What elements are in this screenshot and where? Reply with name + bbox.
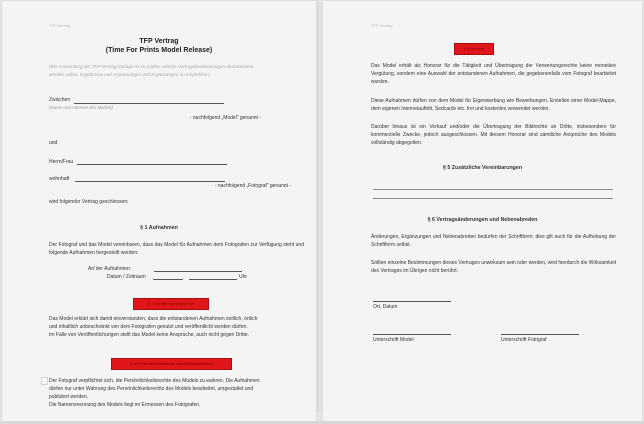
section-3-text (49, 377, 260, 409)
wohnhaft-label: wohnhaft (49, 176, 70, 182)
page-header: TFP Vertrag (371, 23, 393, 28)
document-title (2, 37, 316, 55)
photographer-signature-line[interactable] (501, 334, 579, 335)
model-name-field[interactable] (74, 103, 224, 104)
section-4-paragraph-3: Darüber hinaus ist ein Verkauf und/oder die Übertragung der Bildrechte an Dritte, insbesondere für kommerzielle Zwecke, jedoch ausgeschlossen. Mit diesem Honorar sind sämtliche Ansprüche des Models vollständig abgegolten. (371, 124, 616, 147)
title-line-1: TFP Vertrag (139, 38, 179, 45)
section-6-paragraph-2: Sollten einzelne Bestimmungen dieses Vertrages unwirksam sein oder werden, wird hierdurch die Wirksamkeit des Vertrages im Übrigen nicht berührt. (371, 260, 616, 275)
section-1-heading: § 1 Aufnahmen (140, 225, 178, 231)
page-header: TFP Vertrag (49, 23, 71, 28)
section-4-paragraph-2: Diese Aufnahmen dürfen von dem Model für Eigenwerbung wie Bewerbungen, Erstellen einer Model-Mappe, dem eigenen Internetauftritt, Sedcards etc. frei und kostenlos verwendet werden. (371, 98, 616, 113)
field-art-label: Art der Aufnahmen: (88, 266, 132, 272)
field-datum-label: Datum / Zeitraum (107, 274, 146, 280)
place-date-line[interactable] (373, 301, 451, 302)
zwischen-label: Zwischen (49, 97, 71, 103)
section-1-text: Der Fotograf und das Model vereinbaren, dass das Model für Aufnahmen dem Fotografen zur Verfügung steht und folgende Aufnahmen hergestellt werden: (49, 242, 304, 257)
photographer-address-field[interactable] (75, 181, 225, 182)
text-line: Das Model erklärt sich damit einverstanden, dass die entstandenen Aufnahmen zeitlich, örtlich (49, 316, 258, 322)
zeit-field[interactable] (189, 279, 237, 280)
text-line: Die Namensnennung des Models liegt im Ermessen des Fotografen. (49, 402, 201, 408)
place-date-label: Ort, Datum (373, 304, 398, 310)
name-address-hint: (Name und Adresse des Models) (49, 105, 114, 110)
contract-intro: wird folgender Vertrag geschlossen: (49, 199, 129, 205)
fotograf-designation: - nachfolgend „Fotograf“ genannt - (214, 183, 291, 189)
section-6-paragraph-1: Änderungen, Ergänzungen und Nebenabreden bedürfen der Schriftform; dies gilt auch für die Aufhebung der Schriftform selbst. (371, 234, 616, 249)
und-label: und (49, 140, 58, 146)
text-line: Der Fotograf verpflichtet sich, die Persönlichkeitsrechte des Models zu wahren. Die Aufnahmen (49, 378, 260, 384)
model-signature-line[interactable] (373, 334, 451, 335)
photographer-name-field[interactable] (77, 164, 227, 165)
section-4-paragraph-1: Das Model erhält als Honorar für die Tätigkeit und Übertragung der Verwertungsrechte keine monetäre Vergütung, sondern eine Auswahl der entstandenen Aufnahmen, die gegebenenfalls vom Fotograf bearbeitet wurden. (371, 63, 616, 86)
model-signature-label: Unterschrift Model (373, 337, 414, 343)
text-line: publiziert werden. (49, 394, 89, 400)
section-6-heading: § 6 Vertragsänderungen und Nebenabreden (427, 217, 538, 223)
intro-note (49, 63, 299, 79)
text-line: und inhaltlich unbeschränkt von dem Fotografen genutzt und veröffentlicht werden dürfen. (49, 324, 248, 330)
section-2-heading-highlight: § 2 Veröffentlichungsrecht (133, 298, 209, 310)
photographer-signature-label: Unterschrift Fotograf (501, 337, 547, 343)
title-line-2: (Time For Prints Model Release) (105, 47, 213, 54)
section-4-heading-highlight: § 4 Honorar (454, 43, 494, 55)
text-cursor-marker (41, 377, 48, 385)
additional-agreement-line-2[interactable] (373, 198, 613, 199)
herr-frau-label: Herrn/Frau (49, 159, 74, 165)
uhr-label: Uhr (239, 274, 248, 280)
section-5-heading: § 5 Zusätzliche Vereinbarungen (442, 165, 523, 171)
page-1 (2, 1, 316, 421)
page-2 (323, 1, 642, 421)
additional-agreement-line-1[interactable] (373, 189, 613, 190)
model-designation: - nachfolgend „Model“ genannt - (189, 115, 261, 121)
intro-note-line: werden sollen. Ergebnisse und Anpassungen und Ergänzungen zu empfehlen.) (49, 72, 211, 77)
intro-note-line: (Bei Anwendung der TFP Vertrag Vorlage ist zu prüfen, welche Vertragsbestimmungen übernommen (49, 64, 254, 69)
art-field[interactable] (154, 271, 242, 272)
text-line: dürfen nur unter Wahrung des Persönlichkeitsrechts des Models bearbeitet, umgestaltet und (49, 386, 254, 392)
datum-field[interactable] (153, 279, 183, 280)
text-line: Im Falle von Veröffentlichungen stellt das Model keine Ansprüche, auch nicht gegen Dritte. (49, 332, 250, 338)
section-2-text (49, 315, 257, 339)
section-3-heading-highlight: § 3 Persönlichkeitsrechte des Aufnahmeteams (111, 358, 232, 370)
